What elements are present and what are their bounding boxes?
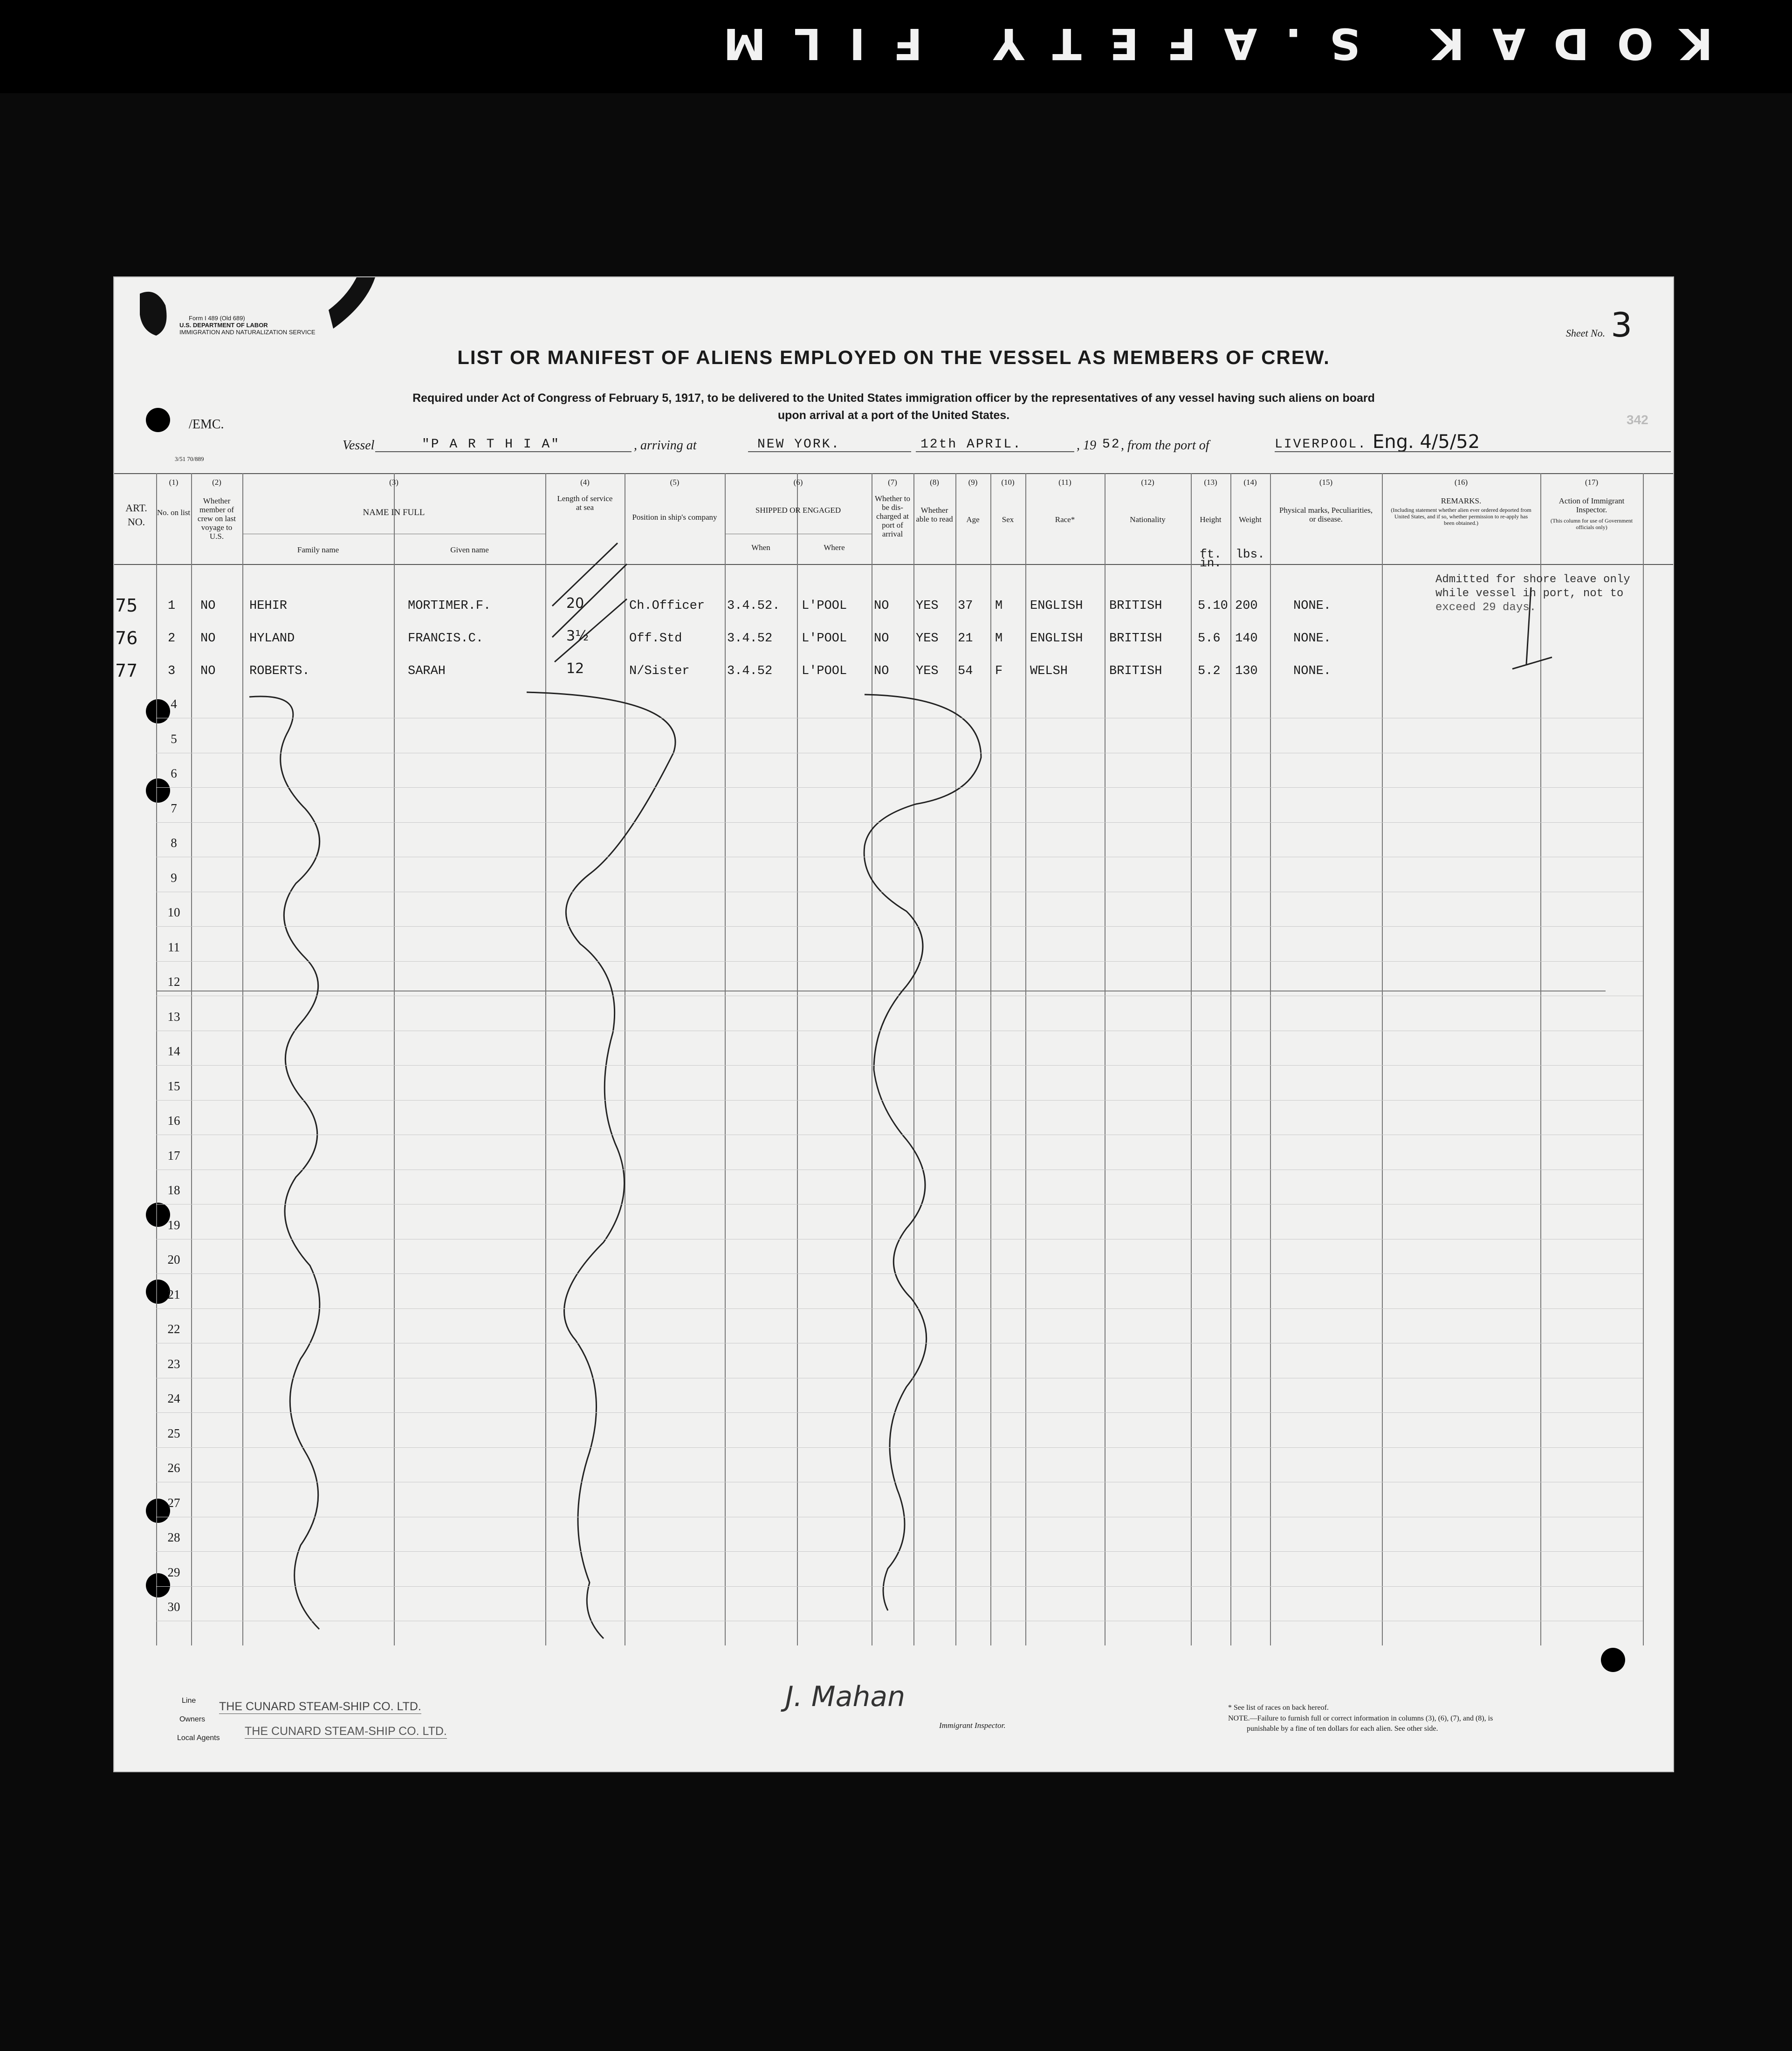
- cell-position: N/Sister: [629, 664, 690, 678]
- remarks-line-2: while vessel in port, not to: [1435, 587, 1624, 600]
- row-number: 6: [171, 766, 177, 780]
- row-number: 25: [167, 1426, 180, 1440]
- row-number: 7: [171, 801, 177, 815]
- cell-nationality: BRITISH: [1109, 599, 1162, 613]
- cell-age: 21: [958, 632, 973, 646]
- cell-race: ENGLISH: [1030, 599, 1083, 613]
- cell-discharged: NO: [874, 599, 889, 613]
- header-given-name: Given name: [450, 545, 489, 554]
- cell-last-voyage: NO: [200, 599, 216, 613]
- remarks-line-3: exceed 29 days.: [1435, 601, 1537, 614]
- remarks-line-1: Admitted for shore leave only: [1435, 573, 1630, 586]
- header-when: When: [751, 543, 770, 552]
- cell-family-name: HYLAND: [249, 632, 295, 646]
- row-rule: [156, 1273, 1643, 1274]
- header-col4-number: (4): [580, 478, 590, 487]
- cell-nationality: BRITISH: [1109, 632, 1162, 646]
- print-code: 3/51 70/889: [175, 455, 204, 462]
- header-col7-number: (7): [888, 478, 897, 487]
- from-port-label: , from the port of: [1121, 438, 1209, 453]
- torn-corners: [114, 277, 1673, 343]
- form-header: [158, 315, 316, 336]
- manifest-page: [114, 277, 1673, 1771]
- sheet-label: Sheet No.: [1565, 327, 1606, 339]
- cell-height: 5.10: [1198, 599, 1228, 613]
- cell-physical-marks: NONE.: [1293, 599, 1332, 613]
- header-col15: Physical marks, Peculiarities, or disease.: [1279, 506, 1373, 523]
- row-number: 26: [167, 1461, 180, 1475]
- emc-code: /EMC.: [189, 417, 224, 432]
- cell-sex: M: [995, 599, 1003, 613]
- cell-shipped-where: L'POOL: [802, 599, 847, 613]
- cell-service-length: 12: [566, 661, 584, 677]
- punch-hole: [146, 408, 170, 432]
- row-number: 29: [167, 1565, 180, 1579]
- header-col16: REMARKS.: [1441, 496, 1482, 505]
- row-number: 30: [167, 1600, 180, 1614]
- row-number: 16: [167, 1114, 180, 1128]
- cell-weight: 130: [1235, 664, 1258, 678]
- row-number: 10: [167, 905, 180, 919]
- arrival-date: 12th APRIL.: [920, 437, 1022, 452]
- header-col14-number: (14): [1243, 478, 1257, 487]
- vessel-name: "P A R T H I A": [422, 437, 561, 452]
- voyage-underlines: [375, 451, 1680, 454]
- agents-label: Local Agents: [177, 1734, 220, 1742]
- row-number: 13: [167, 1009, 180, 1024]
- cell-race: WELSH: [1030, 664, 1068, 678]
- header-col1-number: (1): [169, 478, 179, 487]
- header-col7: Whether to be dis-charged at port of arrival: [875, 494, 910, 538]
- arrival-port: NEW YORK.: [757, 437, 841, 452]
- header-col3-number: (3): [389, 478, 398, 487]
- header-col16-note: (Including statement whether alien ever ordered deported from United States, and if so, whether permission to re-apply has been obtained.): [1391, 507, 1531, 526]
- cell-weight: 140: [1235, 632, 1258, 646]
- agents-value: THE CUNARD STEAM-SHIP CO. LTD.: [245, 1725, 447, 1738]
- row-number: 12: [167, 975, 180, 989]
- row-number: 28: [167, 1530, 180, 1544]
- row-rule: [156, 961, 1643, 962]
- row-number: 23: [167, 1356, 180, 1371]
- arriving-label: , arriving at: [634, 438, 697, 453]
- row-rule: [156, 1065, 1643, 1066]
- cell-shipped-when: 3.4.52.: [727, 599, 780, 613]
- row-number: 4: [171, 697, 177, 711]
- header-col11: Race*: [1055, 515, 1075, 524]
- row-number: 15: [167, 1079, 180, 1093]
- department-name: U.S. DEPARTMENT OF LABOR: [179, 322, 268, 329]
- sheet-number: [1566, 305, 1632, 344]
- footnote-races: * See list of races on back hereof.: [1228, 1704, 1329, 1712]
- film-edge: [0, 0, 1792, 93]
- cell-height: 5.6: [1198, 632, 1221, 646]
- header-col10-number: (10): [1001, 478, 1015, 487]
- cell-discharged: NO: [874, 632, 889, 646]
- header-col6: SHIPPED OR ENGAGED: [755, 506, 841, 515]
- cell-weight: 200: [1235, 599, 1258, 613]
- page-title: LIST OR MANIFEST OF ALIENS EMPLOYED ON THE VESSEL AS MEMBERS OF CREW.: [457, 346, 1330, 368]
- header-art-no: ART. NO.: [125, 502, 147, 528]
- port-handwritten-note: Eng. 4/5/52: [1373, 431, 1480, 453]
- row-rule: [156, 1551, 1643, 1552]
- row-number: 20: [167, 1253, 180, 1266]
- header-col9: Age: [966, 515, 980, 524]
- header-col3: NAME IN FULL: [363, 508, 425, 517]
- cell-nationality: BRITISH: [1109, 664, 1162, 678]
- cell-art-no: 77: [115, 661, 138, 681]
- header-col13-number: (13): [1204, 478, 1217, 487]
- cell-able-to-read: YES: [916, 664, 939, 678]
- header-col6-number: (6): [793, 478, 803, 487]
- header-col17: Action of Immigrant Inspector.: [1559, 496, 1625, 514]
- cell-list-no: 1: [168, 599, 176, 613]
- form-number: Form I 489 (Old 689): [189, 315, 245, 322]
- header-col2-number: (2): [212, 478, 221, 487]
- cell-art-no: 75: [115, 595, 138, 616]
- cell-discharged: NO: [874, 664, 889, 678]
- cell-position: Off.Std: [629, 632, 682, 646]
- cell-last-voyage: NO: [200, 664, 216, 678]
- row-number: 14: [167, 1044, 180, 1058]
- sheet-value: 3: [1611, 305, 1632, 344]
- cell-art-no: 76: [115, 628, 138, 648]
- cell-physical-marks: NONE.: [1293, 632, 1332, 646]
- header-col5: Position in ship's company: [632, 513, 717, 522]
- cell-family-name: HEHIR: [249, 599, 288, 613]
- header-where: Where: [824, 543, 845, 552]
- manifest-table: [114, 473, 1673, 1645]
- header-col12: Nationality: [1130, 515, 1166, 524]
- header-col17-note: (This column for use of Government officials only): [1550, 517, 1633, 530]
- cell-physical-marks: NONE.: [1293, 664, 1332, 678]
- owners-label: Owners: [179, 1715, 206, 1723]
- year-value: 52: [1102, 437, 1121, 452]
- row-number: 11: [168, 940, 180, 954]
- header-col1: No. on list: [157, 508, 191, 517]
- line-value: THE CUNARD STEAM-SHIP CO. LTD.: [219, 1700, 421, 1713]
- row-rule: [156, 1586, 1643, 1587]
- cell-service-length: 3½: [566, 628, 589, 644]
- subtitle-line-1: Required under Act of Congress of February 5, 1917, to be delivered to the United States immigration officer by the representatives of any vessel having such aliens on board: [412, 392, 1375, 405]
- row-rule: [156, 1447, 1643, 1448]
- row-rule: [156, 787, 1643, 788]
- header-col16-number: (16): [1454, 478, 1468, 487]
- page-stamp-number: 342: [1627, 413, 1648, 427]
- punch-hole: [1601, 1648, 1625, 1672]
- cell-given-name: FRANCIS.C.: [408, 632, 484, 646]
- header-col15-number: (15): [1319, 478, 1333, 487]
- cell-service-length: 20: [566, 595, 584, 612]
- row-rule: [156, 1308, 1643, 1309]
- inspector-signature: J. Mahan: [785, 1680, 906, 1713]
- cell-shipped-when: 3.4.52: [727, 664, 773, 678]
- header-col12-number: (12): [1141, 478, 1154, 487]
- row-rule: [156, 1100, 1643, 1101]
- row-number: 22: [167, 1322, 180, 1336]
- cell-given-name: SARAH: [408, 664, 446, 678]
- header-col5-number: (5): [670, 478, 680, 487]
- pen-strike-marks: [114, 473, 1673, 1645]
- row-rule: [156, 822, 1643, 823]
- header-height-unit: ft. in.: [1200, 547, 1222, 570]
- header-col14: Weight: [1239, 515, 1262, 524]
- row-number: 19: [167, 1218, 180, 1232]
- departure-port: LIVERPOOL.: [1275, 437, 1367, 452]
- year-label: , 19: [1077, 438, 1096, 453]
- cell-race: ENGLISH: [1030, 632, 1083, 646]
- row-number: 24: [167, 1391, 180, 1405]
- header-col17-number: (17): [1585, 478, 1599, 487]
- row-number: 8: [171, 836, 177, 850]
- header-col13: Height: [1200, 515, 1222, 524]
- row-number: 27: [167, 1495, 180, 1510]
- cell-last-voyage: NO: [200, 632, 216, 646]
- cell-position: Ch.Officer: [629, 599, 705, 613]
- cell-shipped-where: L'POOL: [802, 632, 847, 646]
- cell-sex: M: [995, 632, 1003, 646]
- row-number: 17: [167, 1148, 180, 1163]
- row-rule: [156, 926, 1643, 927]
- row-number: 18: [167, 1183, 180, 1197]
- header-col2: Whether member of crew on last voyage to U.S.: [197, 496, 236, 541]
- film-edge-text: KODAK S.AFETY FILM: [695, 19, 1713, 69]
- footnote-penalty-2: punishable by a fine of ten dollars for each alien. See other side.: [1247, 1725, 1438, 1733]
- cell-able-to-read: YES: [916, 599, 939, 613]
- cell-shipped-when: 3.4.52: [727, 632, 773, 646]
- header-weight-unit: lbs.: [1236, 547, 1265, 561]
- row-rule: [156, 1412, 1643, 1413]
- cell-age: 54: [958, 664, 973, 678]
- header-col9-number: (9): [968, 478, 978, 487]
- line-label: Line: [182, 1697, 196, 1705]
- header-col4: Length of service at sea: [557, 494, 613, 512]
- row-number: 5: [171, 731, 177, 746]
- header-col10: Sex: [1002, 515, 1014, 524]
- row-number: 21: [167, 1287, 180, 1301]
- cell-family-name: ROBERTS.: [249, 664, 310, 678]
- subtitle-line-2: upon arrival at a port of the United States.: [777, 409, 1010, 422]
- vessel-label: Vessel: [343, 438, 375, 453]
- cell-age: 37: [958, 599, 973, 613]
- cell-given-name: MORTIMER.F.: [408, 599, 491, 613]
- service-name: IMMIGRATION AND NATURALIZATION SERVICE: [179, 329, 316, 336]
- row-number: 9: [171, 870, 177, 885]
- cell-able-to-read: YES: [916, 632, 939, 646]
- header-col8-number: (8): [930, 478, 939, 487]
- cell-sex: F: [995, 664, 1003, 678]
- header-col11-number: (11): [1058, 478, 1071, 487]
- footnote-penalty-1: NOTE.—Failure to furnish full or correct information in columns (3), (6), (7), and (8), is: [1228, 1714, 1493, 1722]
- cell-shipped-where: L'POOL: [802, 664, 847, 678]
- header-col8: Whether able to read: [916, 506, 953, 523]
- cell-list-no: 2: [168, 632, 176, 646]
- cell-height: 5.2: [1198, 664, 1221, 678]
- cell-list-no: 3: [168, 664, 176, 678]
- inspector-label: Immigrant Inspector.: [939, 1721, 1006, 1730]
- header-family-name: Family name: [297, 545, 339, 554]
